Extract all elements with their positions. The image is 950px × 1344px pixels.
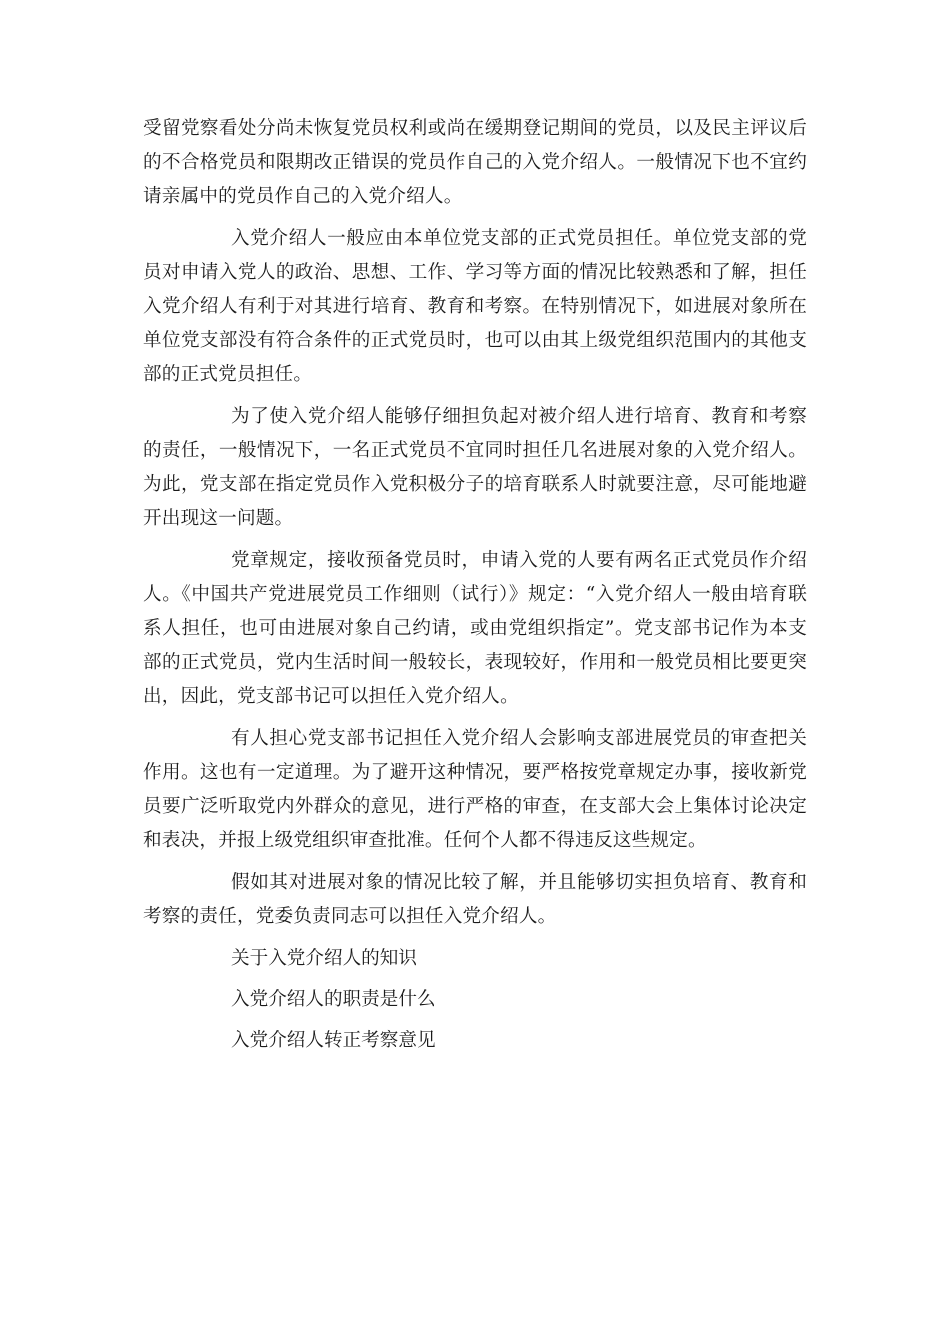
paragraph-1: 受留党察看处分尚未恢复党员权利或尚在缓期登记期间的党员，以及民主评议后的不合格党员和限期改正错误的党员作自己的入党介绍人。一般情况下也不宜约请亲属中的党员作自己的入党介绍人。: [143, 118, 807, 207]
paragraph-5: 有人担心党支部书记担任入党介绍人会影响支部进展党员的审查把关作用。这也有一定道理。为了避开这种情况，要严格按党章规定办事，接收新党员要广泛听取党内外群众的意见，进行严格的审查，在支部大会上集体讨论决定和表决，并报上级党组织审查批准。任何个人都不得违反这些规定。: [143, 728, 807, 851]
related-item-3: 入党介绍人转正考察意见: [231, 1030, 436, 1051]
related-item-1: 关于入党介绍人的知识: [231, 948, 417, 969]
related-item-2: 入党介绍人的职责是什么: [231, 989, 436, 1010]
paragraph-3: 为了使入党介绍人能够仔细担负起对被介绍人进行培育、教育和考察的责任，一般情况下，一名正式党员不宜同时担任几名进展对象的入党介绍人。为此，党支部在指定党员作入党积极分子的培育联系人时就要注意，尽可能地避开出现这一问题。: [143, 406, 807, 529]
paragraph-2: 入党介绍人一般应由本单位党支部的正式党员担任。单位党支部的党员对申请入党人的政治、思想、工作、学习等方面的情况比较熟悉和了解，担任入党介绍人有利于对其进行培育、教育和考察。在特别情况下，如进展对象所在单位党支部没有符合条件的正式党员时，也可以由其上级党组织范围内的其他支部的正式党员担任。: [143, 228, 807, 385]
document-body: [143, 112, 807, 1065]
paragraph-4: 党章规定，接收预备党员时，申请入党的人要有两名正式党员作介绍人。《中国共产党进展党员工作细则（试行）》规定：“入党介绍人一般由培育联系人担任，也可由进展对象自己约请，或由党组织指定”。党支部书记作为本支部的正式党员，党内生活时间一般较长，表现较好，作用和一般党员相比要更突出，因此，党支部书记可以担任入党介绍人。: [143, 550, 807, 707]
paragraph-6: 假如其对进展对象的情况比较了解，并且能够切实担负培育、教育和考察的责任，党委负责同志可以担任入党介绍人。: [143, 872, 807, 927]
related-list: [143, 942, 807, 1058]
